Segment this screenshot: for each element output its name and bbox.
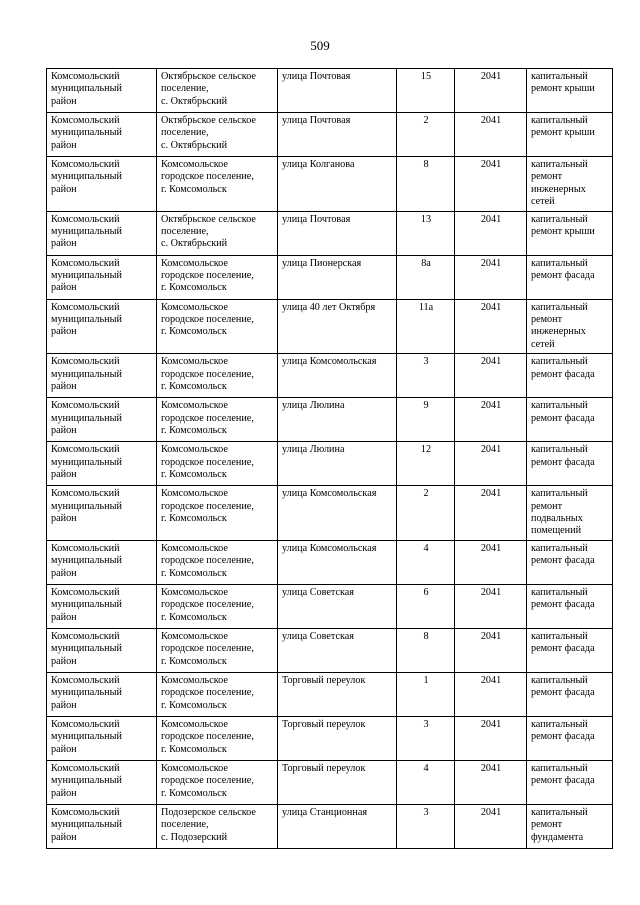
table-row — [47, 211, 613, 255]
street-cell: улица Люлина — [278, 442, 397, 486]
table-row — [47, 540, 613, 584]
street-cell: улица Станционная — [278, 804, 397, 848]
year-cell: 2041 — [455, 299, 527, 354]
settlement-cell: Комсомольское городское поселение, г. Комсомольск — [157, 398, 278, 442]
year-cell: 2041 — [455, 486, 527, 541]
district-cell: Комсомольский муниципальный район — [47, 672, 157, 716]
district-cell: Комсомольский муниципальный район — [47, 628, 157, 672]
settlement-cell: Комсомольское городское поселение, г. Комсомольск — [157, 442, 278, 486]
work-type-cell: капитальный ремонт крыши — [527, 113, 613, 157]
work-type-cell: капитальный ремонт подвальных помещений — [527, 486, 613, 541]
district-cell: Комсомольский муниципальный район — [47, 354, 157, 398]
district-cell: Комсомольский муниципальный район — [47, 69, 157, 113]
table-row — [47, 628, 613, 672]
work-type-cell: капитальный ремонт крыши — [527, 211, 613, 255]
street-cell: улица Почтовая — [278, 113, 397, 157]
settlement-cell: Комсомольское городское поселение, г. Комсомольск — [157, 486, 278, 541]
work-type-cell: капитальный ремонт фасада — [527, 628, 613, 672]
street-cell: улица Комсомольская — [278, 354, 397, 398]
district-cell: Комсомольский муниципальный район — [47, 442, 157, 486]
street-cell: улица Колганова — [278, 157, 397, 212]
table-row — [47, 354, 613, 398]
street-cell: улица Советская — [278, 584, 397, 628]
house-number-cell: 4 — [397, 540, 455, 584]
table-body — [47, 69, 613, 849]
table-row — [47, 398, 613, 442]
year-cell: 2041 — [455, 760, 527, 804]
table-row — [47, 716, 613, 760]
work-type-cell: капитальный ремонт инженерных сетей — [527, 299, 613, 354]
table-row — [47, 299, 613, 354]
year-cell: 2041 — [455, 69, 527, 113]
district-cell: Комсомольский муниципальный район — [47, 760, 157, 804]
street-cell: Торговый переулок — [278, 716, 397, 760]
house-number-cell: 1 — [397, 672, 455, 716]
settlement-cell: Комсомольское городское поселение, г. Комсомольск — [157, 299, 278, 354]
year-cell: 2041 — [455, 442, 527, 486]
house-number-cell: 6 — [397, 584, 455, 628]
year-cell: 2041 — [455, 804, 527, 848]
house-number-cell: 3 — [397, 716, 455, 760]
page-number: 509 — [310, 38, 330, 53]
settlement-cell: Октябрьское сельское поселение, с. Октябрьский — [157, 211, 278, 255]
house-number-cell: 13 — [397, 211, 455, 255]
table-row — [47, 486, 613, 541]
settlement-cell: Комсомольское городское поселение, г. Комсомольск — [157, 716, 278, 760]
work-type-cell: капитальный ремонт фасада — [527, 584, 613, 628]
district-cell: Комсомольский муниципальный район — [47, 716, 157, 760]
district-cell: Комсомольский муниципальный район — [47, 398, 157, 442]
district-cell: Комсомольский муниципальный район — [47, 299, 157, 354]
street-cell: улица Комсомольская — [278, 540, 397, 584]
settlement-cell: Комсомольское городское поселение, г. Комсомольск — [157, 672, 278, 716]
street-cell: улица Почтовая — [278, 211, 397, 255]
year-cell: 2041 — [455, 672, 527, 716]
house-number-cell: 8а — [397, 255, 455, 299]
settlement-cell: Комсомольское городское поселение, г. Комсомольск — [157, 354, 278, 398]
settlement-cell: Комсомольское городское поселение, г. Комсомольск — [157, 540, 278, 584]
district-cell: Комсомольский муниципальный район — [47, 255, 157, 299]
work-type-cell: капитальный ремонт фундамента — [527, 804, 613, 848]
street-cell: улица Пионерская — [278, 255, 397, 299]
district-cell: Комсомольский муниципальный район — [47, 157, 157, 212]
settlement-cell: Подозерское сельское поселение, с. Подозерский — [157, 804, 278, 848]
year-cell: 2041 — [455, 157, 527, 212]
street-cell: Торговый переулок — [278, 672, 397, 716]
year-cell: 2041 — [455, 255, 527, 299]
district-cell: Комсомольский муниципальный район — [47, 804, 157, 848]
street-cell: улица Почтовая — [278, 69, 397, 113]
work-type-cell: капитальный ремонт фасада — [527, 442, 613, 486]
year-cell: 2041 — [455, 628, 527, 672]
settlement-cell: Комсомольское городское поселение, г. Комсомольск — [157, 584, 278, 628]
house-number-cell: 12 — [397, 442, 455, 486]
year-cell: 2041 — [455, 113, 527, 157]
work-type-cell: капитальный ремонт фасада — [527, 398, 613, 442]
year-cell: 2041 — [455, 211, 527, 255]
house-number-cell: 8 — [397, 628, 455, 672]
district-cell: Комсомольский муниципальный район — [47, 113, 157, 157]
work-type-cell: капитальный ремонт фасада — [527, 255, 613, 299]
work-type-cell: капитальный ремонт фасада — [527, 672, 613, 716]
street-cell: Торговый переулок — [278, 760, 397, 804]
work-type-cell: капитальный ремонт фасада — [527, 760, 613, 804]
table-row — [47, 804, 613, 848]
street-cell: улица Советская — [278, 628, 397, 672]
year-cell: 2041 — [455, 584, 527, 628]
table-row — [47, 760, 613, 804]
work-type-cell: капитальный ремонт инженерных сетей — [527, 157, 613, 212]
district-cell: Комсомольский муниципальный район — [47, 211, 157, 255]
work-type-cell: капитальный ремонт фасада — [527, 540, 613, 584]
table-row — [47, 157, 613, 212]
table-row — [47, 69, 613, 113]
year-cell: 2041 — [455, 540, 527, 584]
year-cell: 2041 — [455, 398, 527, 442]
house-number-cell: 9 — [397, 398, 455, 442]
settlement-cell: Комсомольское городское поселение, г. Комсомольск — [157, 760, 278, 804]
settlement-cell: Комсомольское городское поселение, г. Комсомольск — [157, 157, 278, 212]
district-cell: Комсомольский муниципальный район — [47, 584, 157, 628]
house-number-cell: 2 — [397, 486, 455, 541]
settlement-cell: Комсомольское городское поселение, г. Комсомольск — [157, 628, 278, 672]
district-cell: Комсомольский муниципальный район — [47, 540, 157, 584]
work-type-cell: капитальный ремонт фасада — [527, 716, 613, 760]
house-number-cell: 4 — [397, 760, 455, 804]
year-cell: 2041 — [455, 354, 527, 398]
table-row — [47, 584, 613, 628]
table-row — [47, 255, 613, 299]
table-row — [47, 113, 613, 157]
street-cell: улица Комсомольская — [278, 486, 397, 541]
district-cell: Комсомольский муниципальный район — [47, 486, 157, 541]
street-cell: улица 40 лет Октября — [278, 299, 397, 354]
settlement-cell: Комсомольское городское поселение, г. Комсомольск — [157, 255, 278, 299]
house-number-cell: 3 — [397, 354, 455, 398]
house-number-cell: 15 — [397, 69, 455, 113]
table-row — [47, 442, 613, 486]
year-cell: 2041 — [455, 716, 527, 760]
house-number-cell: 11а — [397, 299, 455, 354]
settlement-cell: Октябрьское сельское поселение, с. Октябрьский — [157, 69, 278, 113]
house-number-cell: 8 — [397, 157, 455, 212]
settlement-cell: Октябрьское сельское поселение, с. Октябрьский — [157, 113, 278, 157]
house-number-cell: 3 — [397, 804, 455, 848]
house-number-cell: 2 — [397, 113, 455, 157]
work-type-cell: капитальный ремонт фасада — [527, 354, 613, 398]
repair-schedule-table — [46, 68, 613, 849]
street-cell: улица Люлина — [278, 398, 397, 442]
work-type-cell: капитальный ремонт крыши — [527, 69, 613, 113]
table-row — [47, 672, 613, 716]
